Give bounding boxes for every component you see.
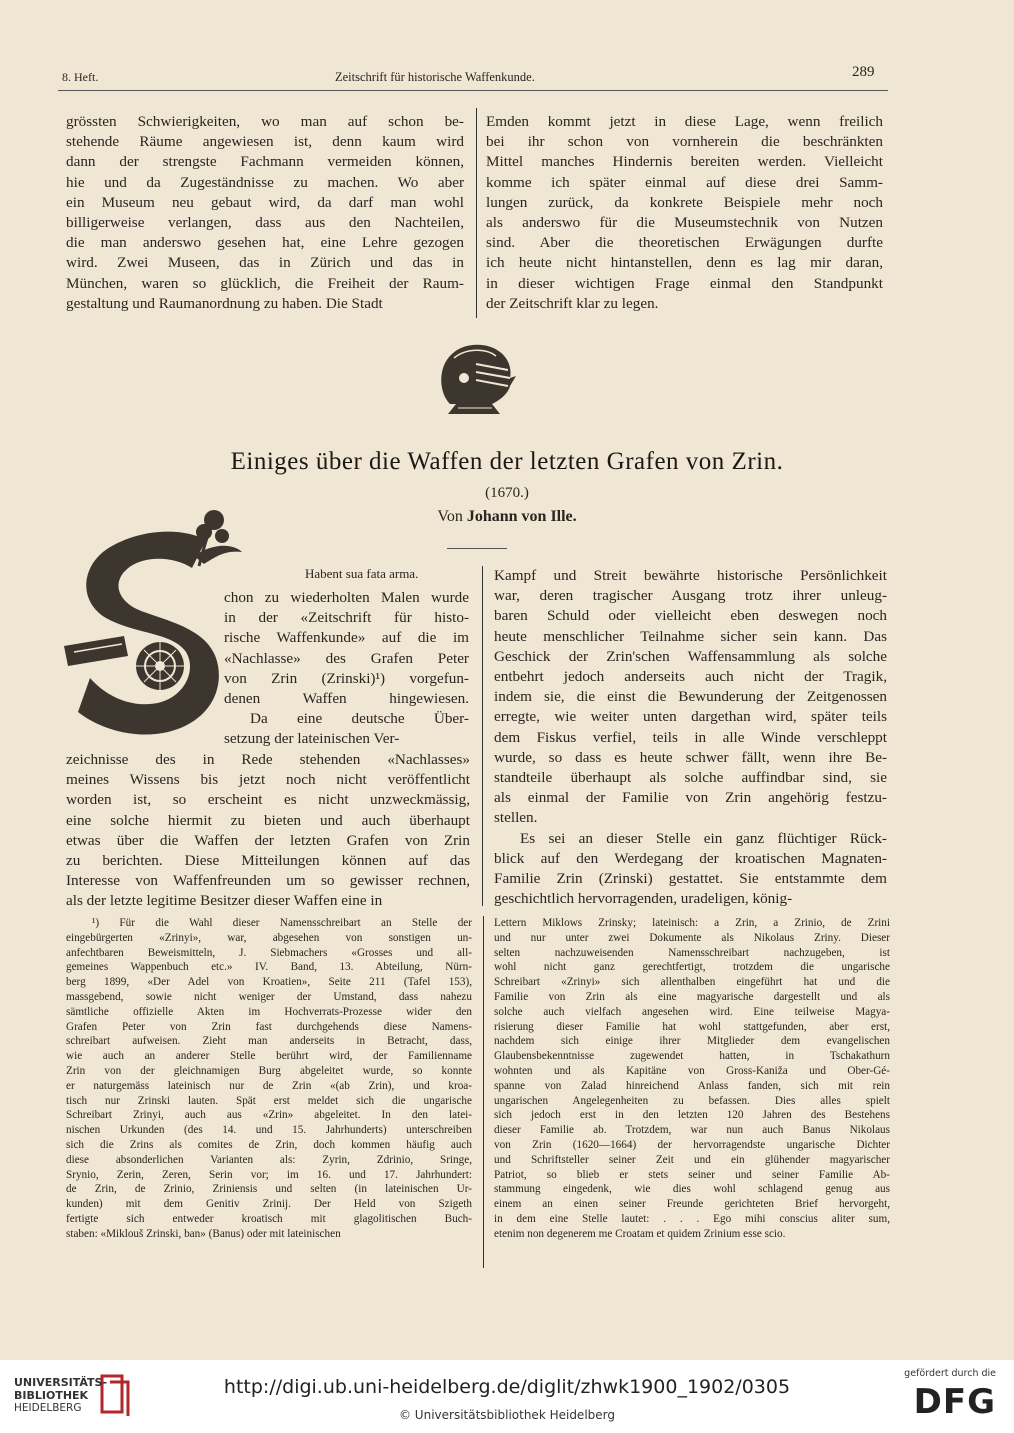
- body-left-b-line: zu berichten. Diese Mitteilungen können auf das: [66, 852, 470, 870]
- author-name: Johann von Ille.: [466, 508, 577, 525]
- top-left-line: die man anderswo gesehen hat, eine Lehre gezogen: [66, 234, 464, 252]
- footnote-right: [494, 916, 890, 1242]
- body-right-line: stellen.: [494, 809, 538, 827]
- footnote-right-line: Familie von Zrin als eine magyarische dargestellt und als: [494, 990, 890, 1003]
- institution-line-3: HEIDELBERG: [14, 1402, 82, 1414]
- header-journal-title: Zeitschrift für historische Waffenkunde.: [335, 70, 535, 84]
- top-left-line: wird. Zwei Museen, das in Zürich und das in: [66, 254, 464, 272]
- top-left-line: grössten Schwierigkeiten, wo man auf schon be-: [66, 113, 464, 130]
- body-right-line: wurde, so dass es heute schwer fällt, wenn ihre Be-: [494, 748, 887, 766]
- byline-prefix: Von: [437, 508, 463, 525]
- body-right-line: war, deren tragischer Ausgang trotz ihrer unleug-: [494, 587, 887, 605]
- body-left-b-line: zeichnisse des in Rede stehenden «Nachlasses»: [66, 751, 470, 768]
- footnote-right-line: einem an einen seiner Freunde gerichteten Brief hervorgeht,: [494, 1198, 890, 1211]
- body-left-a-line: denen Waffen hingewiesen.: [224, 690, 469, 708]
- top-left-line: München, waren so glücklich, die Freiheit der Raum-: [66, 274, 464, 292]
- body-right-line: Kampf und Streit bewährte historische Persönlichkeit: [494, 567, 887, 584]
- footnote-left-line: ¹) Für die Wahl dieser Namensschreibart an Stelle der: [92, 917, 472, 929]
- footnote-right-line: ungarischen Angelegenheiten zu befassen. Dies alles spielt: [494, 1094, 890, 1107]
- footnote-left-line: fertigte sich entweder kroatisch mit glagolitischen Buch-: [66, 1212, 472, 1225]
- footnote-right-line: Patriot, so blieb er stets seiner und seiner Familie Ab-: [494, 1168, 890, 1181]
- body-right-line: indem sie, die einst die Bewunderung der Zeitgenossen: [494, 688, 887, 706]
- body-left-a-line: chon zu wiederholten Malen wurde: [224, 589, 469, 606]
- funding-note: gefördert durch die: [904, 1368, 996, 1379]
- body-right-line: standteile überhaupt als solche auffindbar sind, sie: [494, 769, 887, 787]
- column-divider-body: [482, 566, 483, 906]
- article-year: (1670.): [485, 485, 529, 501]
- body-right-line: Familie Zrin (Zrinski) gestattet. Sie entstammte dem: [494, 870, 887, 888]
- footnote-left-line: schreibart aufweisen. Zieht man anderseits in Betracht, dass,: [66, 1035, 472, 1048]
- footnote-left-line: de Zrin, de Zrinio, Zriniensis und selten (in lateinischen Ur-: [66, 1183, 472, 1196]
- body-left-a-line: rische Waffenkunde» auf die im: [224, 629, 469, 647]
- tree-cannon-icon: [64, 506, 244, 750]
- footnote-left: [66, 916, 472, 1242]
- header-issue: 8. Heft.: [62, 70, 99, 84]
- top-left-line: ein Museum neu gebaut wird, da darf man wohl: [66, 193, 464, 211]
- body-right-line: dem Fiskus verfiel, teils in alle Winde verschleppt: [494, 728, 887, 746]
- decorated-initial: [64, 506, 244, 750]
- footnote-right-line: spanne von Zalad hinreichend Anlass fanden, sich mit rein: [494, 1079, 890, 1092]
- footnote-left-line: wie auch an anderer Stelle berührt wird, der Familienname: [66, 1050, 472, 1063]
- top-right-line: komme ich später einmal auf diese drei Samm-: [486, 173, 883, 191]
- top-right-line: ich heute nicht hintanstellen, denn es lag mir daran,: [486, 254, 883, 272]
- body-left-b-line: als der letzte legitime Besitzer dieser Waffen eine in: [66, 892, 383, 910]
- body-right-line: Geschick der Zrin'schen Waffensammlung als solche: [494, 647, 887, 665]
- body-left-b-line: etwas über die Waffen der letzten Grafen von Zrin: [66, 831, 470, 849]
- top-right-line: in dieser wichtigen Frage einmal den Standpunkt: [486, 274, 883, 292]
- footnote-right-line: risierung dieser Familie hat wohl stattgefunden, aber erst,: [494, 1020, 890, 1033]
- top-left-line: stehende Räume angewiesen ist, denn kaum wird: [66, 133, 464, 151]
- footnote-right-line: stammung eingedenk, wie dies wohl schlagend genug aus: [494, 1183, 890, 1196]
- footnote-right-line: etenim non degenerem me Croatam et quidem Zrinium esse scio.: [494, 1227, 786, 1240]
- body-left-a-line: «Nachlasse» des Grafen Peter: [224, 649, 469, 667]
- body-right-line: Es sei an dieser Stelle ein ganz flüchtiger Rück-: [520, 829, 887, 847]
- footnote-left-line: diese absonderlichen Varianten als: Zyrin, Zdrinio, Sringe,: [66, 1153, 472, 1166]
- footnote-left-line: massgebend, sowie nicht weniger der Umstand, dass nahezu: [66, 990, 472, 1003]
- footnote-right-line: Glaubensbekenntnisse zugewendet hatten, in Tschakathurn: [494, 1050, 890, 1063]
- top-right-line: Mittel manches Hindernis bereiten werden. Vielleicht: [486, 153, 883, 171]
- footnote-right-line: dieser Familie ab. Trotzdem, war nun auch Banus Nikolaus: [494, 1124, 890, 1137]
- top-right-column: [486, 112, 883, 314]
- top-left-column: [66, 112, 464, 314]
- footnote-right-line: nachdem sich einige ihrer Mitglieder dem evangelischen: [494, 1035, 890, 1048]
- top-right-line: der Zeitschrift klar zu legen.: [486, 294, 659, 312]
- top-right-line: bei ihr schon von vornherein die beschränkten: [486, 133, 883, 151]
- body-left-a-line: von Zrin (Zrinski)¹) vorgefun-: [224, 669, 469, 687]
- body-right-column: [494, 566, 887, 909]
- body-left-a-line: in der «Zeitschrift für histo-: [224, 609, 469, 627]
- top-right-line: Emden kommt jetzt in diese Lage, wenn freilich: [486, 113, 883, 130]
- body-left-a-line: Da eine deutsche Über-: [250, 710, 469, 728]
- footnote-left-line: eingebürgerten «Zrinyi», war, abgesehen von sonstigen un-: [66, 931, 472, 944]
- footnote-right-line: selten nachzuweisenden Namensschreibart nachzugeben, ist: [494, 946, 890, 959]
- header-rule: [58, 90, 888, 91]
- body-left-b-line: Interesse von Waffenfreunden um so gewisser rechnen,: [66, 872, 470, 890]
- footnote-left-line: anfechtbaren Beweismitteln, J. Siebmachers «Grosses und all-: [66, 946, 472, 959]
- body-left-a-line: setzung der lateinischen Ver-: [224, 730, 400, 748]
- top-left-line: hie und da Zugeständnisse zu machen. Wo aber: [66, 173, 464, 191]
- footnote-left-line: gemeines Wappenbuch etc.» IV. Band, 13. Abteilung, Nürn-: [66, 961, 472, 974]
- footnote-right-line: wohl nicht ganz gerechtfertigt, trotzdem die ungarische: [494, 961, 890, 974]
- footnote-left-line: tisch nur Zrinski lauten. Spät erst meldet sich die ungarische: [66, 1094, 472, 1107]
- footnote-right-line: von Zrin (1620—1664) der hervorragendste ungarische Dichter: [494, 1138, 890, 1151]
- footnote-left-line: sich die Zrins als comites de Zrin, doch kommen häufig auch: [66, 1138, 472, 1151]
- top-left-line: dann der strengste Fachmann vermeiden können,: [66, 153, 464, 171]
- footnote-left-line: Zrin von der gleichnamigen Burg abgeleitet wurde, so konnte: [66, 1064, 472, 1077]
- top-right-line: sind. Aber die theoretischen Erwägungen durfte: [486, 234, 883, 252]
- permalink-url[interactable]: http://digi.ub.uni-heidelberg.de/diglit/zhwk1900_1902/0305: [223, 1376, 791, 1398]
- footnote-left-line: Grafen Peter von Zrin fast durchgehends diese Namens-: [66, 1020, 472, 1033]
- footnote-left-line: sämtliche offizielle Akten im Hochverrats-Prozesse wider den: [66, 1005, 472, 1018]
- body-left-column: [66, 750, 470, 912]
- body-right-line: geschichtlich hervorragenden, uradeligen, könig-: [494, 890, 793, 908]
- column-divider-footnotes: [483, 916, 484, 1268]
- top-right-line: lungen zurück, da konkrete Beispiele mehr noch: [486, 193, 883, 211]
- footnote-left-line: berg 1899, «Der Adel von Kroatien», Seite 211 (Tafel 153),: [66, 976, 472, 989]
- footnote-right-line: Schreibart «Zrinyi» sich allenthalben eingeführt hat und die: [494, 976, 890, 989]
- footnote-right-line: sich jedoch erst in den letzten 120 Jahren des Bestehens: [494, 1109, 890, 1122]
- body-right-line: erregte, wie weiter unten dargethan wird, später teils: [494, 708, 887, 726]
- footnote-left-line: er naturgemäss lateinisch nur de Zrin «(ab Zrin), und kroa-: [66, 1079, 472, 1092]
- body-left-b-line: eine solche hiermit zu bieten und auch überhaupt: [66, 811, 470, 829]
- copyright-notice: © Universitätsbibliothek Heidelberg: [398, 1408, 615, 1422]
- footnote-right-line: und Schriftsteller seiner Zeit und ein glühender magyarischer: [494, 1153, 890, 1166]
- body-right-line: baren Schuld oder vielleicht eben deswegen noch: [494, 607, 887, 625]
- footnote-left-line: Srynio, Zerin, Zeren, Serin vor; im 16. und 17. Jahrhundert:: [66, 1168, 472, 1181]
- motto: Habent sua fata arma.: [305, 566, 419, 581]
- body-left-indented: [224, 588, 469, 750]
- footnote-right-line: solche auch vielfach angesehen wird. Eine teilweise Magya-: [494, 1005, 890, 1018]
- dfg-logo: DFG: [913, 1382, 996, 1422]
- institution-line-2: BIBLIOTHEK: [14, 1389, 89, 1402]
- top-left-line: gestaltung und Raumanordnung zu haben. Die Stadt: [66, 294, 383, 312]
- title-rule: [447, 548, 507, 549]
- body-right-line: blick auf den Werdegang der kroatischen Magnaten-: [494, 849, 887, 867]
- top-left-line: billigerweise verlangen, dass aus den Nachteilen,: [66, 214, 464, 232]
- body-right-line: als einmal der Familie von Zrin angehörig festzu-: [494, 789, 887, 807]
- helmet-vignette-icon: [430, 334, 522, 418]
- footnote-right-line: und nur unter zwei Dokumente als Nikolaus Zriny. Dieser: [494, 931, 890, 944]
- top-right-line: als anderswo für die Museumstechnik von Nutzen: [486, 214, 883, 232]
- body-right-line: heute menschlicher Teilnahme sicher sein kann. Das: [494, 627, 887, 645]
- footnote-right-line: wohnten und als Kapitäne von Gross-Kaniža und Ober-Gé-: [494, 1064, 890, 1077]
- footnote-left-line: nischen Urkunden (des 14. und 15. Jahrhunderts) unterschreiben: [66, 1124, 472, 1137]
- body-right-line: entbehrt jedoch anderseits auch nicht der Tragik,: [494, 668, 887, 686]
- body-left-b-line: meines Wissens bis jetzt noch nicht veröffentlicht: [66, 771, 470, 789]
- footnote-left-line: staben: «Miklouš Zrinski, ban» (Banus) oder mit lateinischen: [66, 1227, 341, 1240]
- body-left-b-line: worden ist, so erscheint es nicht unzweckmässig,: [66, 791, 470, 809]
- header-page-number: 289: [852, 64, 875, 80]
- footnote-left-line: Schreibart Zrinyi, auch aus «Zrin» abgeleitet. In den latei-: [66, 1109, 472, 1122]
- column-divider-top: [476, 108, 477, 318]
- footnote-right-line: in dem eine Stelle lautet: . . . Ego mihi conscius aliter sum,: [494, 1212, 890, 1225]
- footnote-left-line: kunden) mit dem Genitiv Zrinij. Der Held von Szigeth: [66, 1198, 472, 1211]
- institution-line-1: UNIVERSITÄTS-: [14, 1376, 108, 1389]
- article-title: Einiges über die Waffen der letzten Grafen von Zrin.: [230, 448, 784, 475]
- footer-bar: [0, 1360, 1014, 1433]
- footnote-right-line: Lettern Miklows Zrinsky; lateinisch: a Zrin, a Zrinio, de Zrini: [494, 917, 890, 929]
